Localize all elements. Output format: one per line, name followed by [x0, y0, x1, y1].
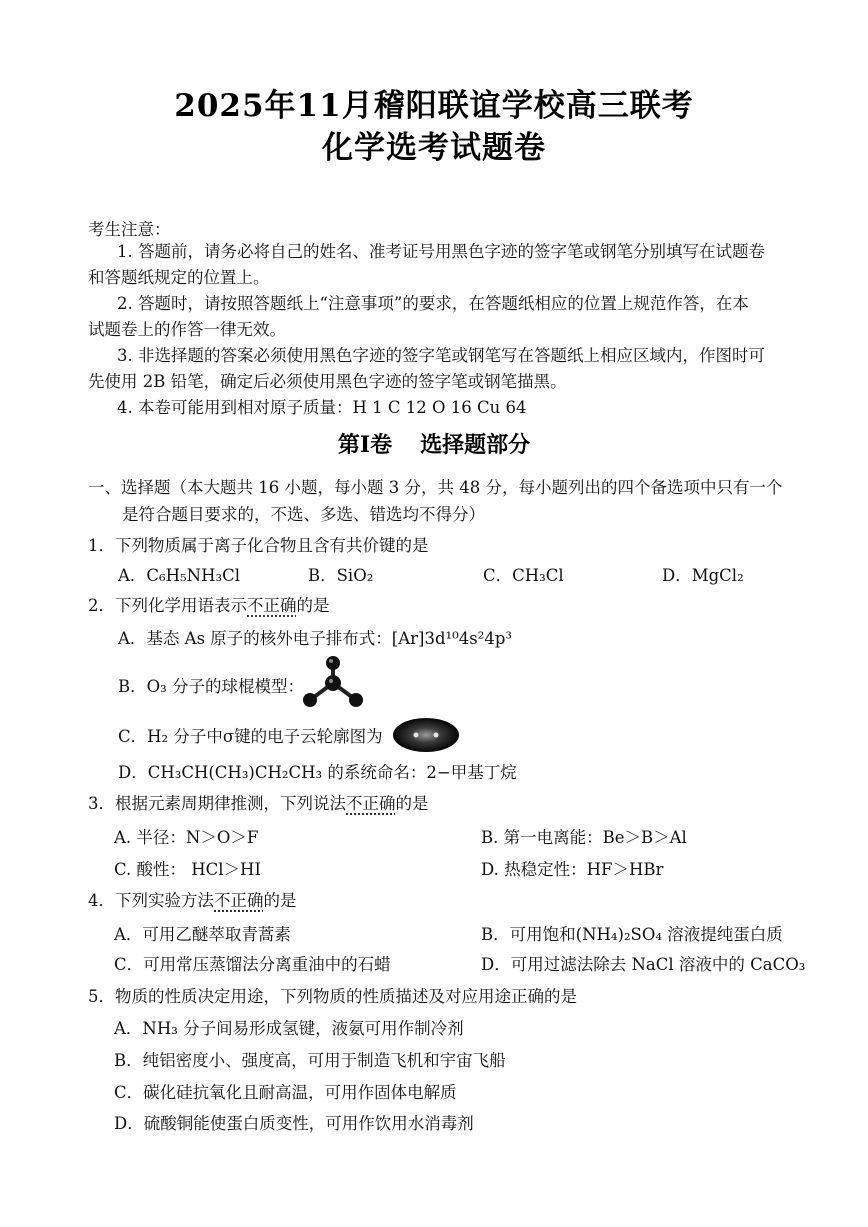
notice-item-1-cont: 和答题纸规定的位置上。 [88, 268, 270, 287]
q4-stem [88, 889, 297, 913]
q5-stem: 5．物质的性质决定用途，下列物质的性质描述及对应用途正确的是 [88, 987, 577, 1006]
q1-option-c: C．CH₃Cl [483, 566, 564, 585]
q4-stem-pre: 4．下列实验方法 [88, 891, 214, 910]
q4-option-b: B．可用饱和(NH₄)₂SO₄ 溶液提纯蛋白质 [481, 925, 783, 944]
section-heading [0, 428, 868, 459]
q2-stem [88, 594, 330, 618]
ozone-ball-stick-model [298, 655, 368, 713]
exam-title-line2: 化学选考试题卷 [322, 130, 546, 166]
exam-title-line1: 2025年11月稽阳联谊学校高三联考 [174, 88, 694, 124]
q3-option-d: D. 热稳定性：HF＞HBr [481, 860, 664, 879]
q3-stem-pre: 3．根据元素周期律推测，下列说法 [88, 794, 346, 813]
q4-stem-emphasis: 不正确 [214, 891, 264, 910]
q3-stem [88, 792, 429, 816]
q3-option-b: B. 第一电离能：Be＞B＞Al [481, 828, 687, 847]
q2-option-c: C．H₂ 分子中σ键的电子云轮廓图为 [118, 727, 383, 746]
instructions-line1: 一、选择题（本大题共 16 小题，每小题 3 分，共 48 分，每小题列出的四个备选项中只有一个 [88, 478, 783, 497]
notice-item-4: 4. 本卷可能用到相对原子质量：H 1 C 12 O 16 Cu 64 [117, 398, 527, 417]
q4-option-d: D．可用过滤法除去 NaCl 溶液中的 CaCO₃ [481, 955, 806, 974]
q2-stem-pre: 2．下列化学用语表示 [88, 596, 247, 615]
q3-stem-post: 的是 [395, 794, 429, 813]
section-part: 第Ⅰ卷 [337, 432, 393, 458]
q2-option-a: A．基态 As 原子的核外电子排布式：[Ar]3d¹⁰4s²4p³ [118, 629, 513, 648]
q5-option-c: C．碳化硅抗氧化且耐高温，可用作固体电解质 [114, 1083, 457, 1102]
q4-stem-post: 的是 [263, 891, 297, 910]
q1-option-d: D．MgCl₂ [662, 566, 744, 585]
q2-stem-emphasis: 不正确 [247, 596, 297, 615]
notice-item-3-cont: 先使用 2B 铅笔，确定后必须使用黑色字迹的签字笔或钢笔描黑。 [88, 372, 567, 391]
notice-heading: 考生注意： [88, 220, 171, 239]
q5-option-b: B．纯铝密度小、强度高，可用于制造飞机和宇宙飞船 [114, 1051, 506, 1070]
q2-option-b: B．O₃ 分子的球棍模型： [118, 677, 305, 696]
q3-option-c: C. 酸性： HCl＞HI [114, 860, 261, 879]
q4-option-a: A．可用乙醚萃取青蒿素 [114, 925, 291, 944]
q3-stem-emphasis: 不正确 [346, 794, 396, 813]
notice-item-1: 1. 答题前，请务必将自己的姓名、准考证号用黑色字迹的签字笔或钢笔分别填写在试题卷 [117, 242, 765, 261]
q4-option-c: C．可用常压蒸馏法分离重油中的石蜡 [114, 955, 391, 974]
q1-option-b: B．SiO₂ [308, 566, 374, 585]
instructions-line2: 是符合题目要求的，不选、多选、错选均不得分） [122, 505, 485, 524]
section-name: 选择题部分 [420, 432, 531, 458]
q2-stem-post: 的是 [296, 596, 330, 615]
q1-option-a: A．C₆H₅NH₃Cl [118, 566, 241, 585]
q3-option-a: A. 半径：N＞O＞F [114, 828, 259, 847]
q2-option-d: D．CH₃CH(CH₃)CH₂CH₃ 的系统命名：2−甲基丁烷 [118, 763, 517, 782]
q5-option-a: A．NH₃ 分子间易形成氢键，液氨可用作制冷剂 [114, 1019, 464, 1038]
q5-option-d: D．硫酸铜能使蛋白质变性，可用作饮用水消毒剂 [114, 1114, 474, 1133]
notice-item-3: 3. 非选择题的答案必须使用黑色字迹的签字笔或钢笔写在答题纸上相应区域内，作图时可 [117, 346, 765, 365]
notice-item-2: 2. 答题时，请按照答题纸上“注意事项”的要求，在答题纸相应的位置上规范作答，在本 [117, 294, 749, 313]
notice-item-2-cont: 试题卷上的作答一律无效。 [88, 320, 286, 339]
q1-stem: 1．下列物质属于离子化合物且含有共价键的是 [88, 536, 429, 555]
sigma-bond-electron-cloud [392, 716, 460, 754]
